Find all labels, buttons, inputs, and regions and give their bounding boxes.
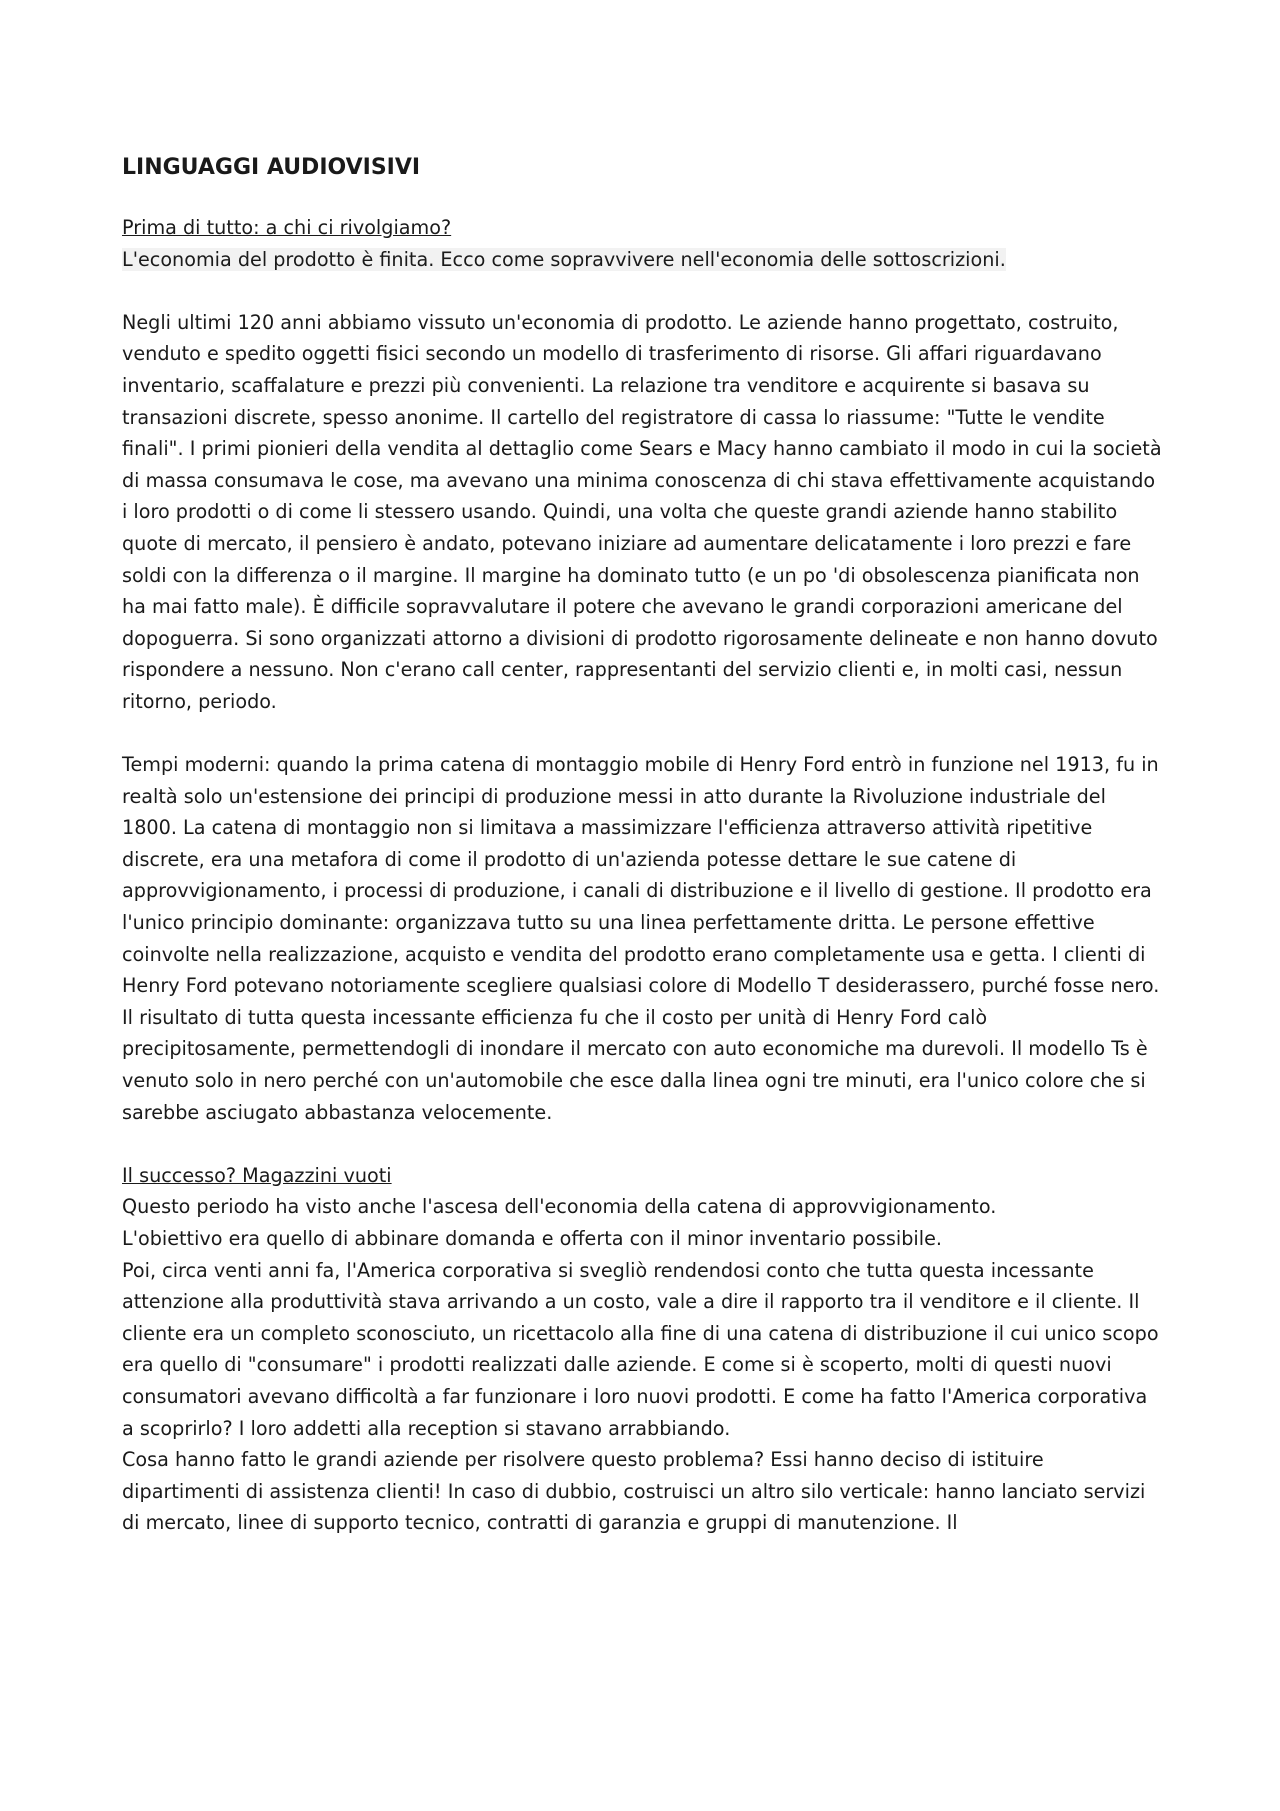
paragraph: Tempi moderni: quando la prima catena di montaggio mobile di Henry Ford entrò in funzione nel 1913, fu in realtà solo un'estensione dei principi di produzione messi in atto durante la Rivoluzione industriale del 1800. La catena di montaggio non si limitava a massimizzare l'efficienza attraverso attività ripetitive discrete, era una metafora di come il prodotto di un'azienda potesse dettare le sue catene di approvvigionamento, i processi di produzione, i canali di distribuzione e il livello di gestione. Il prodotto era l'unico principio dominante: organizzava tutto su una linea perfettamente dritta. Le persone effettive coinvolte nella realizzazione, acquisto e vendita del prodotto erano completamente usa e getta. I clienti di Henry Ford potevano notoriamente scegliere qualsiasi colore di Modello T desiderassero, purché fosse nero. Il risultato di tutta questa incessante efficienza fu che il costo per unità di Henry Ford calò precipitosamente, permettendogli di inondare il mercato con auto economiche ma durevoli. Il modello Ts è venuto solo in nero perché con un'automobile che esce dalla linea ogni tre minuti, era l'unico colore che si sarebbe asciugato abbastanza velocemente. — [122, 753, 1160, 1124]
paragraph: Poi, circa venti anni fa, l'America corporativa si svegliò rendendosi conto che tutta questa incessante attenzione alla produttività stava arrivando a un costo, vale a dire il rapporto tra il venditore e il cliente. Il cliente era un completo sconosciuto, un ricettacolo alla fine di una catena di distribuzione il cui unico scopo era quello di "consumare" i prodotti realizzati dalle aziende. E come si è scoperto, molti di questi nuovi consumatori avevano difficoltà a far funzionare i loro nuovi prodotti. E come ha fatto l'America corporativa a scoprirlo? I loro addetti alla reception si stavano arrabbiando. — [122, 1258, 1159, 1440]
paragraph-gap — [122, 718, 1162, 750]
section-audience — [122, 212, 1162, 1128]
paragraph: L'obiettivo era quello di abbinare domanda e offerta con il minor inventario possibile. — [122, 1227, 942, 1250]
paragraph: Cosa hanno fatto le grandi aziende per risolvere questo problema? Essi hanno deciso di istituire dipartimenti di assistenza clienti! In caso di dubbio, costruisci un altro silo verticale: hanno lanciato servizi di mercato, linee di supporto tecnico, contratti di garanzia e gruppi di manutenzione. Il — [122, 1448, 1146, 1535]
paragraph: Questo periodo ha visto anche l'ascesa dell'economia della catena di approvvigionamento. — [122, 1195, 997, 1219]
document-page — [122, 152, 1162, 1539]
document-title: LINGUAGGI AUDIOVISIVI — [122, 155, 421, 180]
paragraph-gap — [122, 275, 1162, 307]
section-heading: Il successo? Magazzini vuoti — [122, 1163, 392, 1187]
section-heading: Prima di tutto: a chi ci rivolgiamo? — [122, 216, 452, 239]
subtitle-text: L'economia del prodotto è finita. Ecco come sopravvivere nell'economia delle sottoscrizioni. — [122, 247, 1006, 271]
paragraph: Negli ultimi 120 anni abbiamo vissuto un'economia di prodotto. Le aziende hanno progettato, costruito, venduto e spedito oggetti fisici secondo un modello di trasferimento di risorse. Gli affari riguardavano inventario, scaffalature e prezzi più convenienti. La relazione tra venditore e acquirente si basava su transazioni discrete, spesso anonime. Il cartello del registratore di cassa lo riassume: "Tutte le vendite finali". I primi pionieri della vendita al dettaglio come Sears e Macy hanno cambiato il modo in cui la società di massa consumava le cose, ma avevano una minima conoscenza di chi stava effettivamente acquistando i loro prodotti o di come li stessero usando. Quindi, una volta che queste grandi aziende hanno stabilito quote di mercato, il pensiero è andato, potevano iniziare ad aumentare delicatamente i loro prezzi e fare soldi con la differenza o il margine. Il margine ha dominato tutto (e un po 'di obsolescenza pianificata non ha mai fatto male). È difficile sopravvalutare il potere che avevano le grandi corporazioni americane del dopoguerra. Si sono organizzati attorno a divisioni di prodotto rigorosamente delineate e non hanno dovuto rispondere a nessuno. Non c'erano call center, rappresentanti del servizio clienti e, in molti casi, nessun ritorno, periodo. — [122, 310, 1162, 713]
section-subtitle — [122, 244, 1162, 276]
section-gap — [122, 1128, 1162, 1160]
section-success — [122, 1160, 1162, 1539]
